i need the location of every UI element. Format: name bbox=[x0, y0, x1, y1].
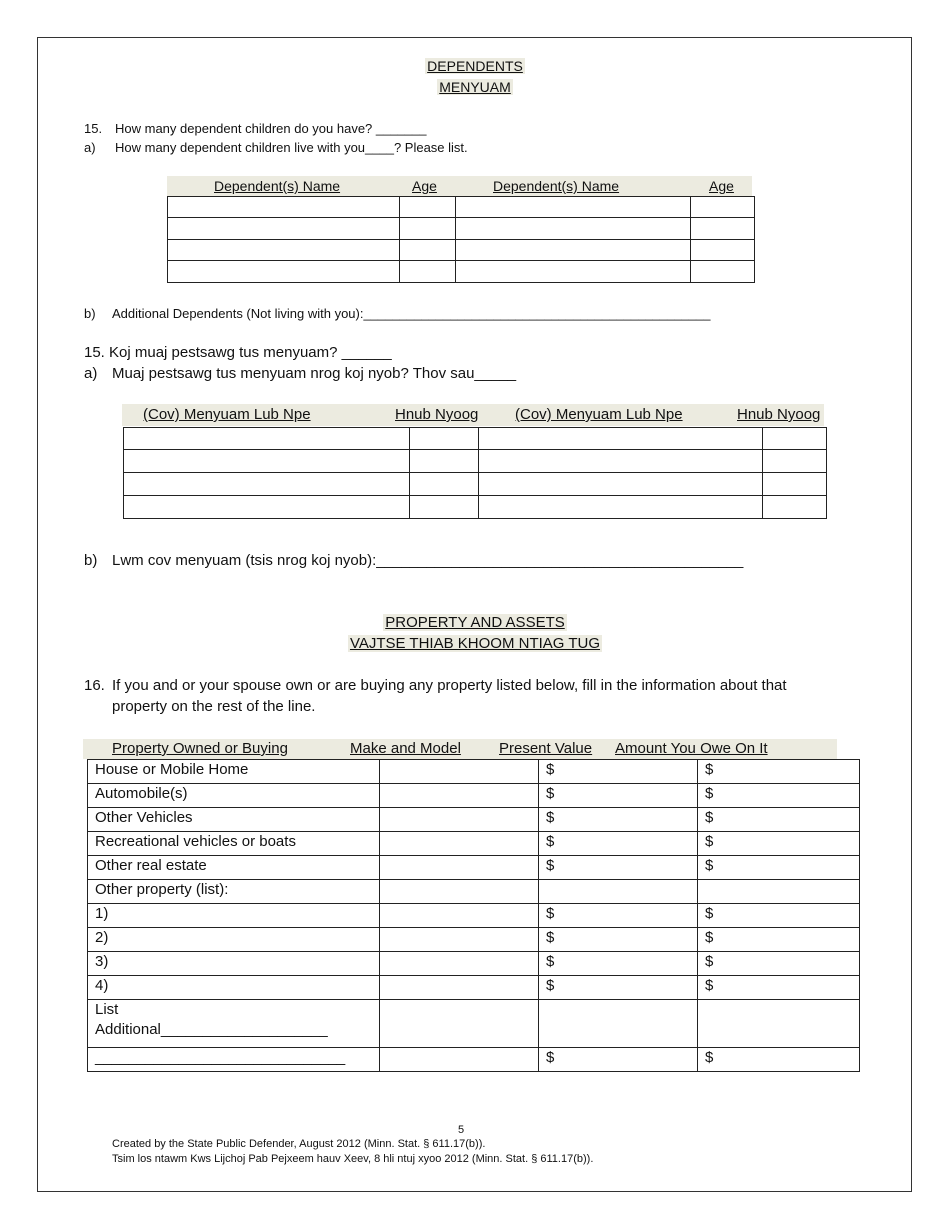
property-label-cell: Other real estate bbox=[88, 856, 380, 880]
present-value-cell[interactable]: $ bbox=[539, 760, 698, 784]
table-row bbox=[88, 928, 860, 952]
table-row bbox=[88, 760, 860, 784]
table-cell[interactable] bbox=[456, 218, 691, 240]
col-property-owned: Property Owned or Buying bbox=[112, 740, 288, 757]
q15-question: How many dependent children do you have? _______ bbox=[115, 121, 427, 136]
property-label-cell: 2) bbox=[88, 928, 380, 952]
present-value-cell[interactable]: $ bbox=[539, 976, 698, 1000]
present-value-cell[interactable]: $ bbox=[539, 808, 698, 832]
table-cell[interactable] bbox=[400, 261, 456, 283]
dependents-table-header-hmong bbox=[122, 404, 824, 426]
table-cell[interactable] bbox=[124, 450, 410, 473]
col-dependent-name-2: Dependent(s) Name bbox=[493, 178, 620, 194]
col-dependent-name-1: Dependent(s) Name bbox=[214, 178, 341, 194]
q15a-label: a) bbox=[84, 140, 96, 155]
amount-owed-cell[interactable]: $ bbox=[698, 784, 860, 808]
amount-owed-cell[interactable]: $ bbox=[698, 904, 860, 928]
present-value-cell[interactable]: $ bbox=[539, 784, 698, 808]
property-title-hmong: VAJTSE THIAB KHOOM NTIAG TUG bbox=[349, 635, 601, 652]
table-row bbox=[88, 880, 860, 904]
table-row bbox=[88, 1048, 860, 1072]
make-model-cell[interactable] bbox=[380, 904, 539, 928]
table-cell[interactable] bbox=[763, 473, 827, 496]
col-amount-owed: Amount You Owe On It bbox=[615, 740, 768, 757]
amount-owed-cell[interactable]: $ bbox=[698, 760, 860, 784]
table-cell[interactable] bbox=[410, 450, 479, 473]
present-value-cell[interactable]: $ bbox=[539, 952, 698, 976]
table-cell[interactable] bbox=[168, 218, 400, 240]
table-row bbox=[88, 1000, 860, 1048]
footer-credit: Created by the State Public Defender, August 2012 (Minn. Stat. § 611.17(b)). bbox=[112, 1138, 486, 1150]
table-cell[interactable] bbox=[124, 428, 410, 450]
table-row bbox=[88, 976, 860, 1000]
q16-number: 16. bbox=[84, 677, 105, 694]
make-model-cell[interactable] bbox=[380, 760, 539, 784]
property-label-cell: Automobile(s) bbox=[88, 784, 380, 808]
col-hnub-nyoog-1: Hnub Nyoog bbox=[395, 406, 479, 423]
list-additional-label: Additional____________________ bbox=[95, 1021, 328, 1038]
present-value-cell[interactable]: $ bbox=[539, 928, 698, 952]
page-number: 5 bbox=[457, 1124, 465, 1136]
footer-credit-hmong: Tsim los ntawm Kws Lijchoj Pab Pejxeem hauv Xeev, 8 hli ntuj xyoo 2012 (Minn. Stat. § 611.17(b)). bbox=[112, 1153, 594, 1165]
q15a-label-hmong: a) bbox=[84, 365, 98, 382]
present-value-cell[interactable] bbox=[539, 880, 698, 904]
table-row bbox=[88, 952, 860, 976]
table-cell[interactable] bbox=[400, 240, 456, 261]
q15b-question: Additional Dependents (Not living with you):________________________________________________ bbox=[112, 306, 711, 321]
property-table-header bbox=[83, 739, 837, 759]
table-cell[interactable] bbox=[691, 261, 755, 283]
property-label-cell: House or Mobile Home bbox=[88, 760, 380, 784]
table-row bbox=[88, 856, 860, 880]
present-value-cell[interactable]: $ bbox=[539, 904, 698, 928]
property-title: PROPERTY AND ASSETS bbox=[385, 614, 565, 631]
make-model-cell[interactable] bbox=[380, 952, 539, 976]
amount-owed-cell[interactable] bbox=[698, 1000, 860, 1048]
property-label-cell: 4) bbox=[88, 976, 380, 1000]
amount-owed-cell[interactable] bbox=[698, 880, 860, 904]
present-value-cell[interactable]: $ bbox=[539, 832, 698, 856]
table-cell[interactable] bbox=[124, 473, 410, 496]
list-label: List bbox=[95, 1001, 119, 1018]
property-label-cell: Other Vehicles bbox=[88, 808, 380, 832]
make-model-cell[interactable] bbox=[380, 1000, 539, 1048]
table-cell[interactable] bbox=[691, 197, 755, 218]
table-cell[interactable] bbox=[124, 496, 410, 519]
make-model-cell[interactable] bbox=[380, 1048, 539, 1072]
col-hnub-nyoog-2: Hnub Nyoog bbox=[737, 406, 821, 423]
table-cell[interactable] bbox=[400, 218, 456, 240]
amount-owed-cell[interactable]: $ bbox=[698, 976, 860, 1000]
q15b-label-hmong: b) bbox=[84, 552, 98, 569]
table-cell[interactable] bbox=[691, 240, 755, 261]
table-cell[interactable] bbox=[691, 218, 755, 240]
amount-owed-cell[interactable]: $ bbox=[698, 832, 860, 856]
q15a-question: How many dependent children live with you____? Please list. bbox=[115, 140, 468, 155]
q16-question-line1: If you and or your spouse own or are buying any property listed below, fill in the information about that bbox=[112, 677, 787, 694]
present-value-cell[interactable] bbox=[539, 1000, 698, 1048]
dependents-title-hmong: MENYUAM bbox=[439, 79, 511, 95]
table-cell[interactable] bbox=[479, 496, 763, 519]
col-age-2: Age bbox=[709, 178, 734, 194]
table-cell[interactable] bbox=[763, 428, 827, 450]
blank-line-cell[interactable]: ______________________________ bbox=[88, 1048, 380, 1072]
present-value-cell[interactable]: $ bbox=[539, 1048, 698, 1072]
table-cell[interactable] bbox=[479, 473, 763, 496]
col-menyuam-npe-2: (Cov) Menyuam Lub Npe bbox=[515, 406, 683, 423]
make-model-cell[interactable] bbox=[380, 856, 539, 880]
table-cell[interactable] bbox=[763, 450, 827, 473]
property-label-cell: 3) bbox=[88, 952, 380, 976]
q16-question-line2: property on the rest of the line. bbox=[112, 698, 316, 715]
make-model-cell[interactable] bbox=[380, 976, 539, 1000]
table-cell[interactable] bbox=[410, 496, 479, 519]
table-cell[interactable] bbox=[168, 240, 400, 261]
dependents-table bbox=[167, 196, 755, 283]
amount-owed-cell[interactable]: $ bbox=[698, 1048, 860, 1072]
make-model-cell[interactable] bbox=[380, 784, 539, 808]
amount-owed-cell[interactable]: $ bbox=[698, 952, 860, 976]
amount-owed-cell[interactable]: $ bbox=[698, 856, 860, 880]
dependents-title: DEPENDENTS bbox=[427, 58, 523, 74]
table-cell[interactable] bbox=[456, 197, 691, 218]
dependents-table-hmong bbox=[123, 427, 827, 519]
amount-owed-cell[interactable]: $ bbox=[698, 808, 860, 832]
col-age-1: Age bbox=[412, 178, 437, 194]
list-additional-cell[interactable] bbox=[88, 1000, 380, 1048]
dependents-table-header bbox=[167, 176, 752, 196]
q15b-label: b) bbox=[84, 306, 96, 321]
table-cell[interactable] bbox=[479, 450, 763, 473]
property-label-cell: Recreational vehicles or boats bbox=[88, 832, 380, 856]
table-cell[interactable] bbox=[763, 496, 827, 519]
amount-owed-cell[interactable]: $ bbox=[698, 928, 860, 952]
table-cell[interactable] bbox=[456, 261, 691, 283]
q15-question-hmong: 15. Koj muaj pestsawg tus menyuam? ______ bbox=[84, 344, 392, 361]
q15b-question-hmong: Lwm cov menyuam (tsis nrog koj nyob):____________________________________________ bbox=[112, 552, 744, 569]
table-row bbox=[88, 832, 860, 856]
make-model-cell[interactable] bbox=[380, 880, 539, 904]
col-make-model: Make and Model bbox=[350, 740, 461, 757]
table-row bbox=[88, 784, 860, 808]
table-cell[interactable] bbox=[479, 428, 763, 450]
present-value-cell[interactable]: $ bbox=[539, 856, 698, 880]
table-row bbox=[88, 808, 860, 832]
table-cell[interactable] bbox=[168, 261, 400, 283]
table-cell[interactable] bbox=[410, 428, 479, 450]
property-label-cell: 1) bbox=[88, 904, 380, 928]
table-cell[interactable] bbox=[456, 240, 691, 261]
table-cell[interactable] bbox=[410, 473, 479, 496]
property-table bbox=[87, 759, 860, 1072]
make-model-cell[interactable] bbox=[380, 928, 539, 952]
property-label-cell: Other property (list): bbox=[88, 880, 380, 904]
table-cell[interactable] bbox=[168, 197, 400, 218]
table-cell[interactable] bbox=[400, 197, 456, 218]
col-present-value: Present Value bbox=[499, 740, 593, 757]
make-model-cell[interactable] bbox=[380, 832, 539, 856]
table-row bbox=[88, 904, 860, 928]
make-model-cell[interactable] bbox=[380, 808, 539, 832]
q15-number: 15. bbox=[84, 121, 103, 136]
q15a-question-hmong: Muaj pestsawg tus menyuam nrog koj nyob? Thov sau_____ bbox=[112, 365, 517, 382]
col-menyuam-npe-1: (Cov) Menyuam Lub Npe bbox=[143, 406, 311, 423]
